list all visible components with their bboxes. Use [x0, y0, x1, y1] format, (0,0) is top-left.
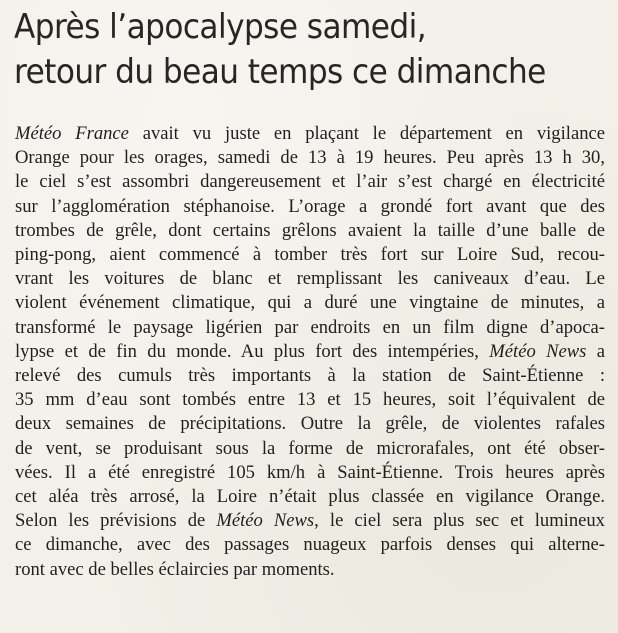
body-text: transformé le paysage ligérien par endroits en un film digne d’apoca-	[15, 316, 605, 338]
body-text: vrant les voitures de blanc et remplissant les caniveaux d’eau. Le	[15, 268, 605, 290]
body-line	[15, 122, 605, 146]
body-line	[15, 170, 605, 194]
body-line	[15, 461, 605, 485]
body-text: Selon les prévisions de	[15, 510, 217, 532]
body-text: ping-pong, aient commencé à tomber très fort sur Loire Sud, recou-	[15, 244, 605, 266]
body-line	[15, 388, 605, 412]
article-body	[15, 122, 605, 582]
source-name: Météo News	[216, 510, 315, 532]
body-line	[15, 485, 605, 509]
body-text: avait vu juste en plaçant le département en vigilance	[128, 123, 605, 144]
body-text: relevé des cumuls très importants à la station de Saint-Étienne :	[15, 365, 605, 387]
body-text: de vent, se produisant sous la forme de microrafales, ont été obser-	[15, 437, 605, 459]
body-text: violent événement climatique, qui a duré une vingtaine de minutes, a	[15, 292, 605, 314]
body-line	[15, 316, 605, 340]
body-text: le ciel s’est assombri dangereusement et l’air s’est chargé en électricité	[15, 171, 605, 193]
body-text: ront avec de belles éclaircies par moments.	[15, 558, 335, 580]
body-line	[15, 364, 605, 388]
article-headline	[14, 4, 567, 94]
body-line	[15, 558, 605, 582]
body-line	[15, 243, 605, 267]
body-line	[15, 219, 605, 243]
body-line	[15, 195, 605, 219]
body-line	[15, 267, 605, 291]
body-line	[15, 509, 605, 533]
body-text: trombes de grêle, dont certains grêlons avaient la taille d’une balle de	[15, 219, 605, 241]
body-line	[15, 340, 605, 364]
body-line	[15, 146, 605, 170]
body-text: 35 mm d’eau sont tombés entre 13 et 15 heures, soit l’équivalent de	[15, 389, 605, 411]
body-text: ce dimanche, avec des passages nuageux parfois denses qui alterne-	[15, 534, 605, 556]
body-text: cet aléa très arrosé, la Loire n’était plus classée en vigilance Orange.	[15, 486, 605, 508]
body-line	[15, 412, 605, 436]
body-line	[15, 291, 605, 315]
source-name: Météo France	[15, 123, 129, 144]
source-name: Météo News	[489, 340, 587, 362]
body-text: a	[586, 340, 605, 362]
body-text: lypse et de fin du monde. Au plus fort des intempéries,	[15, 340, 490, 362]
body-text: , le ciel sera plus sec et lumineux	[314, 510, 605, 532]
body-text: deux semaines de précipitations. Outre la grêle, de violentes rafales	[15, 413, 605, 435]
body-text: vées. Il a été enregistré 105 km/h à Saint-Étienne. Trois heures après	[15, 461, 605, 483]
body-text: sur l’agglomération stéphanoise. L’orage a grondé fort avant que des	[15, 195, 605, 217]
headline-line-2: retour du beau temps ce dimanche	[14, 52, 546, 91]
body-line	[15, 437, 605, 461]
body-text: Orange pour les orages, samedi de 13 à 19 heures. Peu après 13 h 30,	[15, 147, 605, 169]
headline-line-1: Après l’apocalypse samedi,	[14, 7, 427, 46]
body-line	[15, 533, 605, 557]
